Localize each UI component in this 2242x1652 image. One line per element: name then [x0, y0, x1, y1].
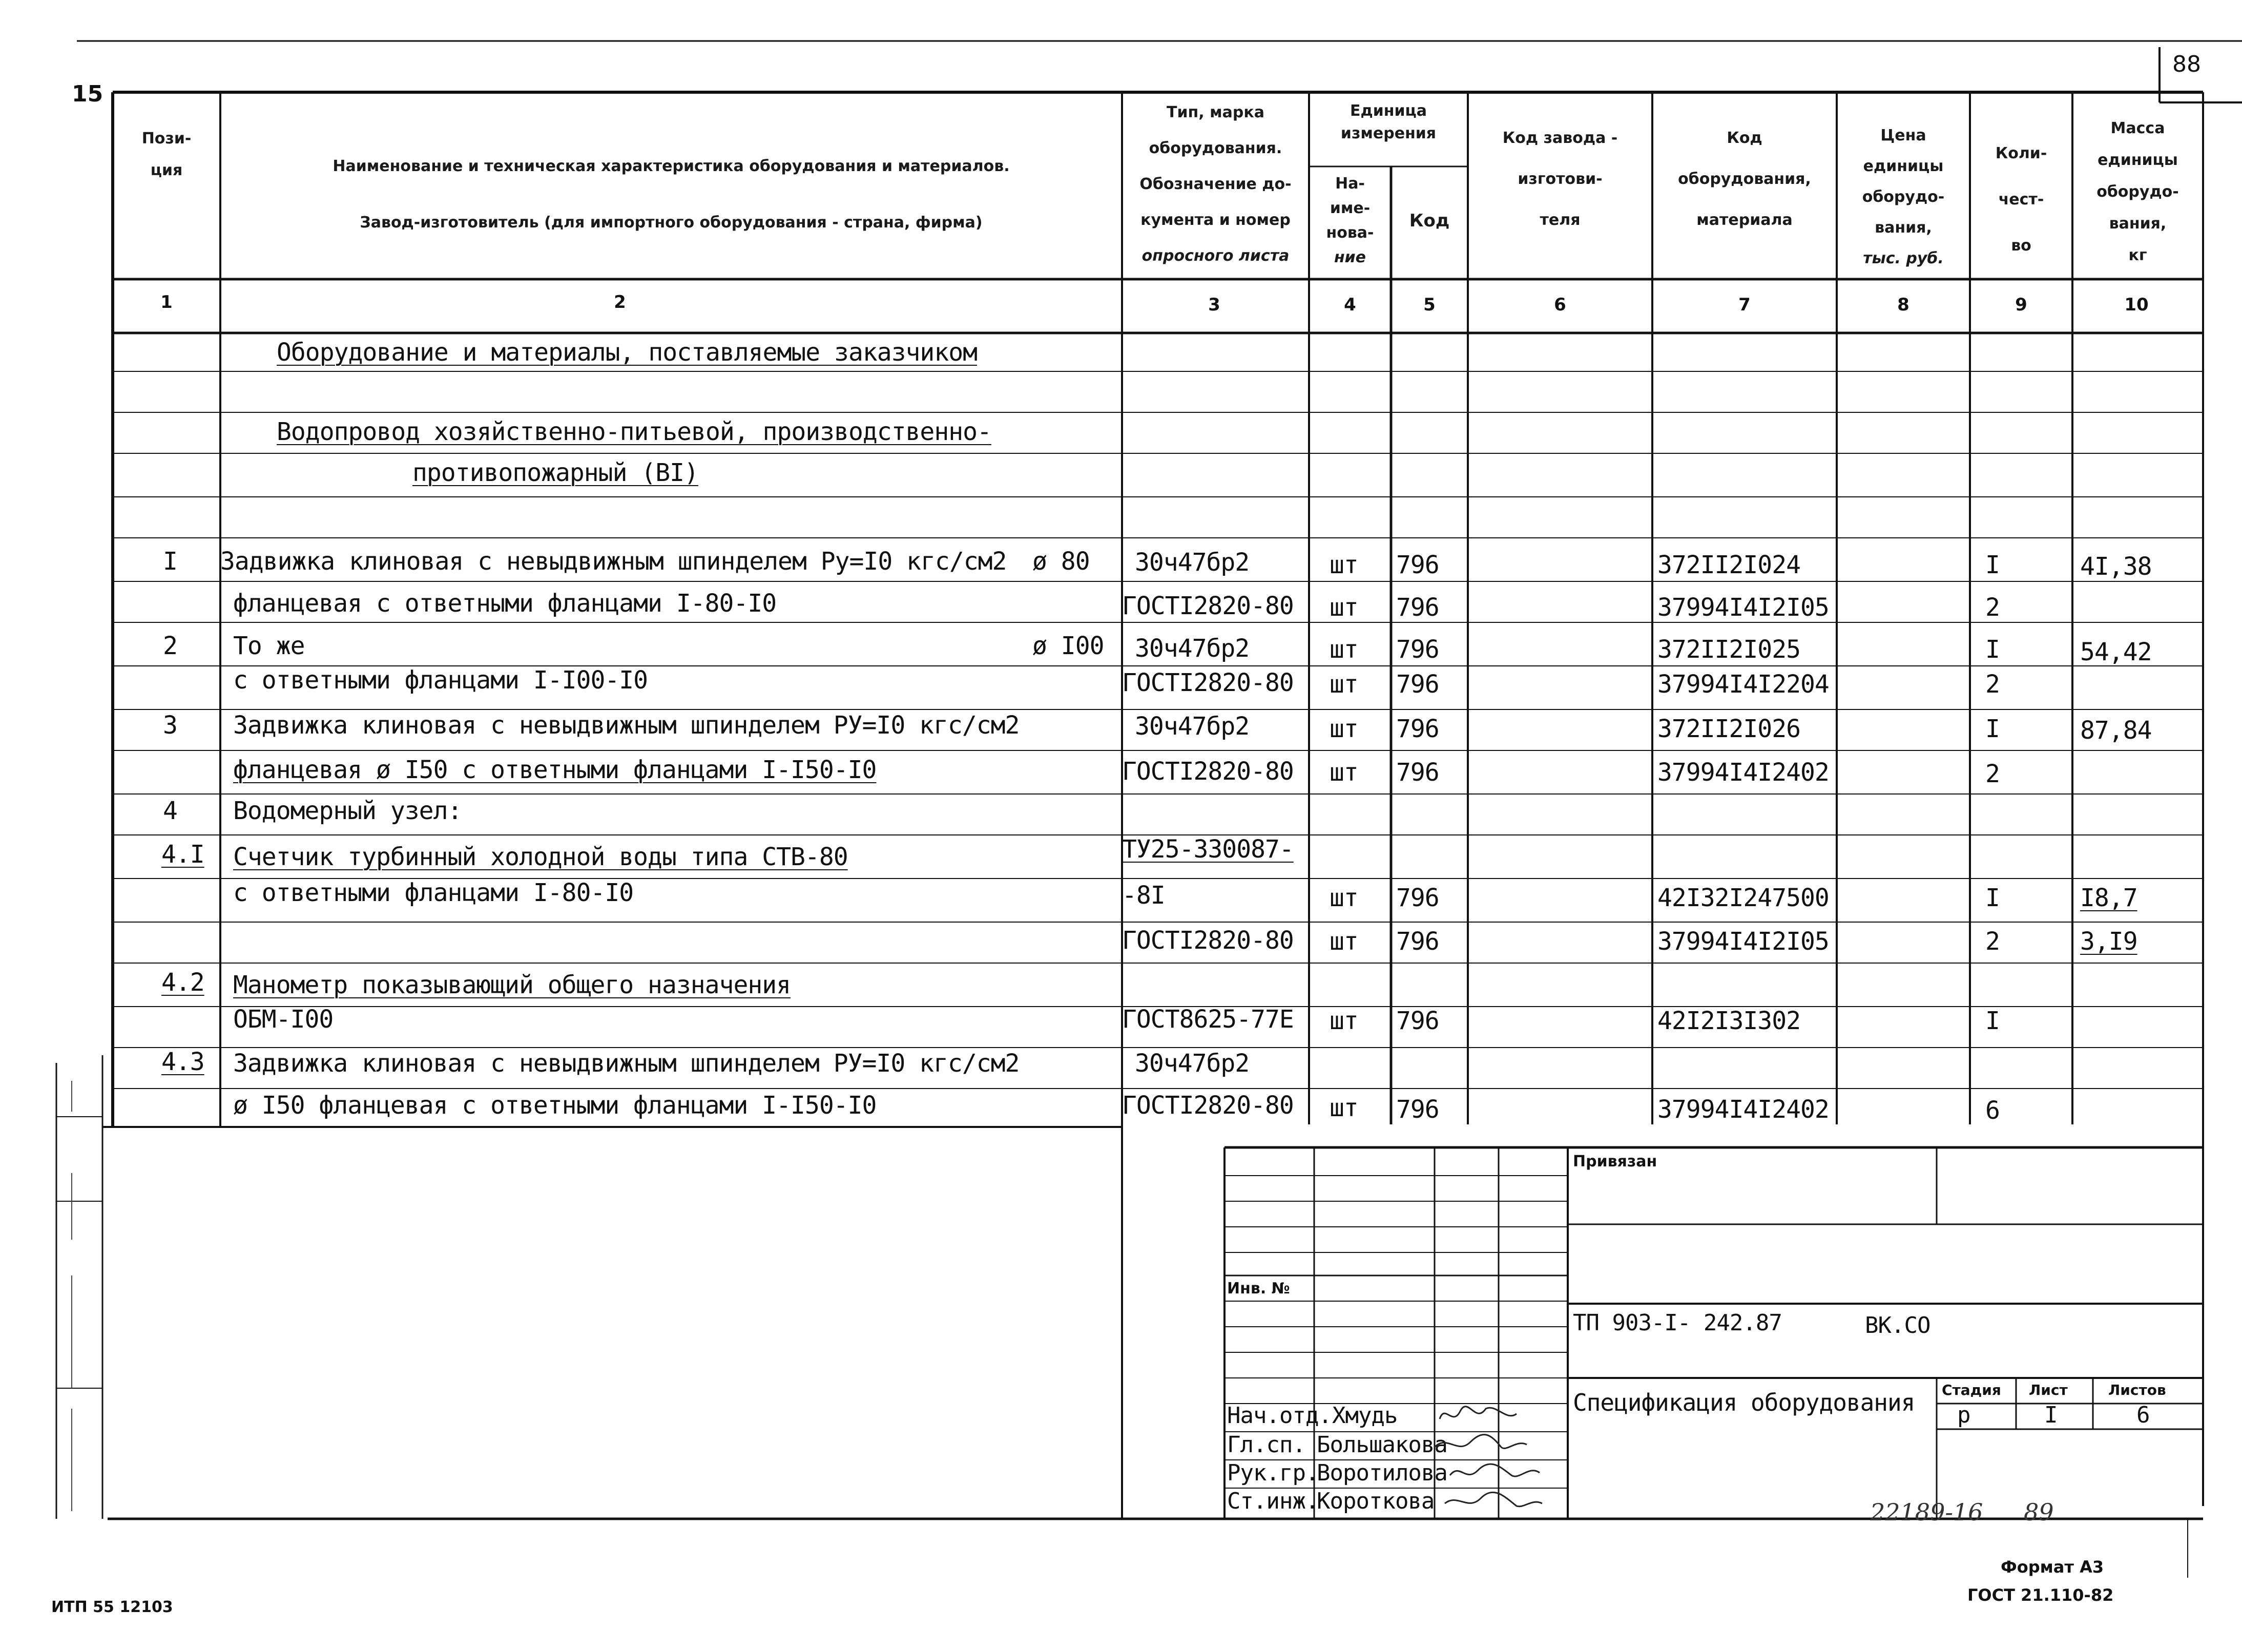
row-type: 30ч47бр2: [1135, 548, 1250, 577]
row-type: ГОСТI2820-80: [1122, 757, 1294, 786]
row-unit: шт: [1330, 635, 1358, 664]
row-equip-code: 37994I4I2I05: [1657, 927, 1829, 956]
row-diameter: ø 80: [1032, 547, 1090, 576]
row-unit: шт: [1330, 670, 1358, 699]
row-type: ГОСТI2820-80: [1122, 592, 1294, 620]
row-mass: 54,42: [2080, 638, 2152, 666]
colnum-2: 2: [614, 292, 626, 312]
section-title-1: Оборудование и материалы, поставляемые заказчиком: [277, 338, 978, 367]
row-name: с ответными фланцами I-80-I0: [233, 879, 634, 907]
header-factory-code: Код завода - изготови- теля: [1502, 129, 1618, 229]
row-position: 3: [163, 711, 177, 740]
handwritten-number: 22189-16: [1870, 1498, 1983, 1526]
colnum-3: 3: [1208, 295, 1220, 315]
signature-name: Короткова: [1317, 1488, 1435, 1514]
row-type: -8I: [1122, 881, 1165, 910]
colnum-4: 4: [1344, 295, 1356, 315]
row-type: ГОСТI2820-80: [1122, 668, 1294, 697]
row-mass: I8,7: [2080, 884, 2137, 912]
row-unit-code: 796: [1396, 1007, 1439, 1035]
row-position: I: [163, 547, 177, 576]
row-position: 4.I: [161, 840, 204, 869]
row-unit: шт: [1330, 1007, 1358, 1035]
document-code: ТП 903-I- 242.87: [1573, 1310, 1782, 1336]
row-qty: I: [1985, 635, 2000, 664]
sheet-label: Лист: [2029, 1382, 2068, 1398]
header-position: Пози- ция: [141, 130, 192, 179]
bottom-left-code: ИТП 55 12103: [51, 1598, 173, 1616]
row-type: 30ч47бр2: [1135, 634, 1250, 663]
row-unit-code: 796: [1396, 635, 1439, 664]
row-unit: шт: [1330, 593, 1358, 622]
colnum-7: 7: [1738, 295, 1751, 315]
colnum-10: 10: [2124, 295, 2149, 315]
header-mass: Масса единицы оборудо- вания, кг: [2096, 119, 2179, 264]
row-name: То же: [233, 632, 305, 660]
row-name: ОБМ-I00: [233, 1005, 334, 1034]
row-unit: шт: [1330, 551, 1358, 579]
header-type: Тип, марка оборудования. Обозначение до- кумента и номер опросного листа: [1139, 103, 1292, 265]
row-type: ГОСТI2820-80: [1122, 1091, 1294, 1120]
row-position: 2: [163, 632, 177, 660]
sheet-number: 15: [72, 81, 103, 107]
header-unit-code: Код: [1409, 211, 1450, 231]
header-price: Цена единицы оборудо- вания, тыс. руб.: [1862, 127, 1945, 267]
row-type: 30ч47бр2: [1135, 712, 1250, 741]
row-position: 4.3: [161, 1048, 204, 1076]
gost-label: ГОСТ 21.110-82: [1967, 1585, 2114, 1605]
row-unit-code: 796: [1396, 551, 1439, 579]
row-name: Манометр показывающий общего назначения: [233, 971, 791, 999]
row-name: Задвижка клиновая с невыдвижным шпинделем РУ=I0 кгс/см2: [233, 1049, 1020, 1078]
row-equip-code: 372II2I025: [1657, 635, 1800, 664]
row-type: ТУ25-330087-: [1122, 835, 1294, 864]
corner-number: 88: [2172, 51, 2201, 77]
signature-role: Нач.отд.: [1227, 1403, 1332, 1429]
row-unit-code: 796: [1396, 1095, 1439, 1124]
row-qty: 2: [1985, 593, 2000, 622]
sheets-value: 6: [2136, 1402, 2150, 1428]
row-unit: шт: [1330, 758, 1358, 787]
colnum-1: 1: [160, 292, 173, 312]
row-name: фланцевая с ответными фланцами I-80-I0: [233, 589, 777, 618]
row-qty: I: [1985, 551, 2000, 579]
row-unit-code: 796: [1396, 758, 1439, 787]
row-mass: 3,I9: [2080, 927, 2137, 956]
header-name: Наименование и техническая характеристика оборудования и материалов. Завод-изготовитель (для импортного оборудования - страна, фирма): [333, 157, 1010, 232]
header-equip-code: Код оборудования, материала: [1678, 129, 1811, 229]
row-name: Водомерный узел:: [233, 797, 462, 825]
row-equip-code: 42I2I3I302: [1657, 1007, 1800, 1035]
document-code-suffix: ВК.СО: [1865, 1312, 1930, 1339]
signature-scribbles: [1429, 1398, 1552, 1519]
row-equip-code: 372II2I026: [1657, 715, 1800, 743]
colnum-6: 6: [1554, 295, 1566, 315]
section-title-3: противопожарный (ВI): [412, 458, 698, 487]
colnum-9: 9: [2015, 295, 2027, 315]
row-type: ГОСТI2820-80: [1122, 926, 1294, 955]
row-position: 4: [163, 797, 177, 825]
header-unit-name: На- име- нова- ние: [1326, 175, 1374, 266]
row-unit-code: 796: [1396, 884, 1439, 912]
colnum-5: 5: [1423, 295, 1436, 315]
inventory-number-label: Инв. №: [1227, 1280, 1290, 1298]
signature-role: Рук.гр.: [1227, 1460, 1319, 1486]
document-title: Спецификация оборудования: [1573, 1389, 1915, 1416]
stage-label: Стадия: [1942, 1382, 2001, 1398]
row-mass: 4I,38: [2080, 552, 2152, 581]
row-name: Счетчик турбинный холодной воды типа СТВ-80: [233, 843, 848, 871]
signature-name: Хмудь: [1332, 1403, 1398, 1429]
privyazan-label: Привязан: [1573, 1153, 1657, 1170]
colnum-8: 8: [1897, 295, 1909, 315]
row-name: ø I50 фланцевая с ответными фланцами I-I50-I0: [233, 1091, 877, 1120]
sheets-label: Листов: [2108, 1382, 2166, 1398]
row-unit-code: 796: [1396, 593, 1439, 622]
row-qty: 2: [1985, 760, 2000, 788]
row-unit-code: 796: [1396, 715, 1439, 743]
row-qty: 2: [1985, 670, 2000, 699]
row-unit-code: 796: [1396, 927, 1439, 956]
row-name: Задвижка клиновая с невыдвижным шпинделем Ру=I0 кгс/см2: [220, 547, 1007, 576]
signature-name: Воротилова: [1317, 1460, 1447, 1486]
row-name: фланцевая ø I50 с ответными фланцами I-I50-I0: [233, 756, 877, 784]
signature-role: Гл.сп.: [1227, 1432, 1305, 1458]
row-unit: шт: [1330, 715, 1358, 743]
row-unit-code: 796: [1396, 670, 1439, 699]
signature-name: Большакова: [1317, 1432, 1447, 1458]
binding-strip-marks: [59, 1071, 100, 1516]
row-qty: 6: [1985, 1096, 2000, 1125]
row-equip-code: 37994I4I2204: [1657, 670, 1829, 699]
handwritten-number-2: 89: [2024, 1498, 2054, 1526]
row-equip-code: 37994I4I2402: [1657, 1095, 1829, 1124]
row-qty: I: [1985, 884, 2000, 912]
row-equip-code: 372II2I024: [1657, 551, 1800, 579]
row-position: 4.2: [161, 968, 204, 997]
row-name: Задвижка клиновая с невыдвижным шпинделем РУ=I0 кгс/см2: [233, 711, 1020, 740]
stage-value: р: [1957, 1402, 1970, 1428]
sheet-value: I: [2044, 1402, 2058, 1428]
row-unit: шт: [1330, 1094, 1358, 1122]
row-equip-code: 37994I4I2I05: [1657, 593, 1829, 622]
row-qty: I: [1985, 715, 2000, 743]
signature-role: Ст.инж.: [1227, 1488, 1319, 1514]
row-name: с ответными фланцами I-I00-I0: [233, 666, 648, 695]
row-type: 30ч47бр2: [1135, 1049, 1250, 1078]
row-unit: шт: [1330, 927, 1358, 956]
format-label: Формат А3: [2001, 1557, 2104, 1577]
row-qty: 2: [1985, 927, 2000, 956]
row-diameter: ø I00: [1032, 632, 1104, 660]
header-qty: Коли- чест- во: [1995, 144, 2047, 255]
header-unit: Единица измерения: [1340, 102, 1437, 142]
row-mass: 87,84: [2080, 716, 2152, 745]
row-unit: шт: [1330, 884, 1358, 912]
row-qty: I: [1985, 1007, 2000, 1035]
section-title-2: Водопровод хозяйственно-питьевой, производственно-: [277, 417, 991, 446]
row-type: ГОСТ8625-77Е: [1122, 1005, 1294, 1034]
row-equip-code: 37994I4I2402: [1657, 758, 1829, 787]
row-equip-code: 42I32I247500: [1657, 884, 1829, 912]
